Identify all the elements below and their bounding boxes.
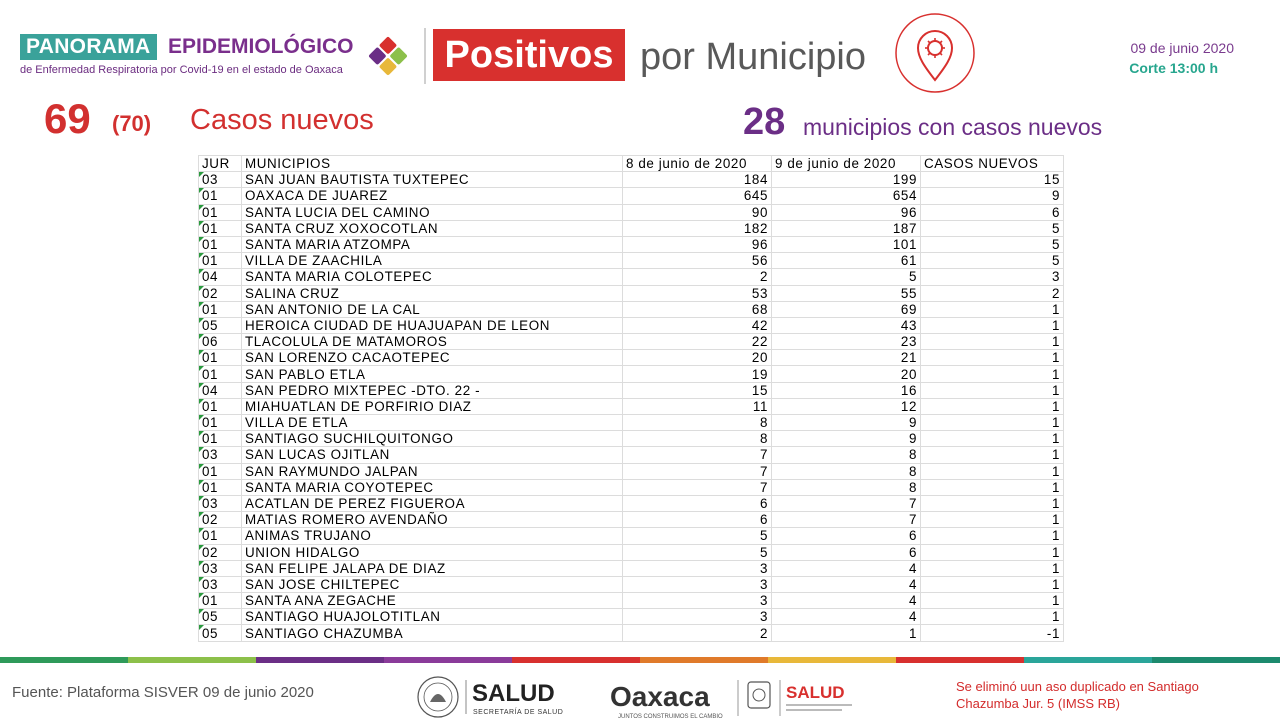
cell-june-8: 11 [623, 398, 772, 414]
cell-jur: 04 [199, 382, 242, 398]
cell-jur: 05 [199, 317, 242, 333]
table-row [199, 301, 1064, 317]
cell-june-8: 68 [623, 301, 772, 317]
cell-casos-nuevos: 1 [921, 350, 1064, 366]
cell-municipio: SAN PEDRO MIXTEPEC -DTO. 22 - [242, 382, 623, 398]
cell-june-9: 7 [772, 512, 921, 528]
report-cutoff: Corte 13:00 h [1129, 60, 1218, 76]
cell-june-9: 187 [772, 220, 921, 236]
brand-subtitle: de Enfermedad Respiratoria por Covid-19 en el estado de Oaxaca [20, 64, 343, 76]
cell-june-8: 20 [623, 350, 772, 366]
cell-municipio: MATIAS ROMERO AVENDAÑO [242, 512, 623, 528]
cell-jur: 01 [199, 236, 242, 252]
cell-june-9: 96 [772, 204, 921, 220]
table-row [199, 285, 1064, 301]
secretaria-text: SECRETARÍA DE SALUD [473, 709, 564, 716]
cell-june-9: 61 [772, 253, 921, 269]
cell-june-8: 7 [623, 479, 772, 495]
cell-municipio: SAN LORENZO CACAOTEPEC [242, 350, 623, 366]
salud-text: SALUD [472, 680, 555, 707]
header-june-9: 9 de junio de 2020 [772, 156, 921, 172]
color-bar-segment [1152, 657, 1280, 663]
panorama-logo-icon [364, 32, 412, 80]
cell-municipio: ACATLAN DE PEREZ FIGUEROA [242, 495, 623, 511]
virus-location-pin-icon [894, 12, 976, 94]
cell-casos-nuevos: 1 [921, 334, 1064, 350]
table-row [199, 172, 1064, 188]
table-row [199, 188, 1064, 204]
cell-casos-nuevos: 5 [921, 236, 1064, 252]
header-municipios: MUNICIPIOS [242, 156, 623, 172]
cell-june-8: 15 [623, 382, 772, 398]
table-row [199, 528, 1064, 544]
table-row [199, 512, 1064, 528]
table-row [199, 593, 1064, 609]
cell-municipio: SAN JOSE CHILTEPEC [242, 576, 623, 592]
cell-jur: 01 [199, 528, 242, 544]
title-por-municipio: por Municipio [640, 36, 866, 78]
cell-casos-nuevos: 1 [921, 495, 1064, 511]
cell-june-9: 4 [772, 593, 921, 609]
cell-jur: 03 [199, 172, 242, 188]
color-bar-segment [256, 657, 384, 663]
table-row [199, 576, 1064, 592]
table-row [199, 317, 1064, 333]
cell-june-8: 184 [623, 172, 772, 188]
cell-municipio: HEROICA CIUDAD DE HUAJUAPAN DE LEON [242, 317, 623, 333]
table-row [199, 463, 1064, 479]
cell-jur: 01 [199, 220, 242, 236]
cell-june-8: 3 [623, 609, 772, 625]
cell-casos-nuevos: 9 [921, 188, 1064, 204]
cell-june-8: 96 [623, 236, 772, 252]
cell-jur: 01 [199, 415, 242, 431]
cell-casos-nuevos: 1 [921, 528, 1064, 544]
cell-jur: 01 [199, 204, 242, 220]
salud-federal-logo [416, 674, 584, 720]
table-row [199, 269, 1064, 285]
table-row [199, 479, 1064, 495]
cell-june-8: 22 [623, 334, 772, 350]
cell-june-9: 7 [772, 495, 921, 511]
cell-municipio: SAN JUAN BAUTISTA TUXTEPEC [242, 172, 623, 188]
cell-casos-nuevos: 15 [921, 172, 1064, 188]
cell-jur: 01 [199, 479, 242, 495]
table-row [199, 431, 1064, 447]
cell-municipio: VILLA DE ZAACHILA [242, 253, 623, 269]
cell-casos-nuevos: 1 [921, 463, 1064, 479]
table-body [199, 172, 1064, 641]
table-row [199, 220, 1064, 236]
table-row [199, 495, 1064, 511]
cell-june-8: 3 [623, 560, 772, 576]
new-cases-previous: (70) [112, 111, 152, 136]
cell-casos-nuevos: 1 [921, 544, 1064, 560]
cell-municipio: OAXACA DE JUAREZ [242, 188, 623, 204]
table-row [199, 253, 1064, 269]
cell-jur: 02 [199, 285, 242, 301]
cell-municipio: MIAHUATLAN DE PORFIRIO DIAZ [242, 398, 623, 414]
cell-june-8: 182 [623, 220, 772, 236]
cell-casos-nuevos: 1 [921, 479, 1064, 495]
cell-municipio: SAN FELIPE JALAPA DE DIAZ [242, 560, 623, 576]
cell-june-8: 42 [623, 317, 772, 333]
table-row [199, 447, 1064, 463]
cell-municipio: SAN PABLO ETLA [242, 366, 623, 382]
new-cases-count: 69 [44, 95, 91, 142]
cell-june-9: 23 [772, 334, 921, 350]
cell-casos-nuevos: 1 [921, 382, 1064, 398]
cell-municipio: SANTA MARIA ATZOMPA [242, 236, 623, 252]
cell-casos-nuevos: 1 [921, 512, 1064, 528]
cell-municipio: SAN ANTONIO DE LA CAL [242, 301, 623, 317]
cell-june-8: 3 [623, 576, 772, 592]
cell-june-9: 69 [772, 301, 921, 317]
cell-municipio: SANTA ANA ZEGACHE [242, 593, 623, 609]
table-row [199, 366, 1064, 382]
cell-jur: 02 [199, 512, 242, 528]
table-row [199, 415, 1064, 431]
brand-panorama: PANORAMA [20, 34, 157, 60]
cell-june-8: 19 [623, 366, 772, 382]
color-bar-segment [768, 657, 896, 663]
cell-municipio: SANTIAGO HUAJOLOTITLAN [242, 609, 623, 625]
table-row [199, 544, 1064, 560]
cell-casos-nuevos: 1 [921, 301, 1064, 317]
cell-june-8: 2 [623, 625, 772, 641]
cell-june-9: 9 [772, 431, 921, 447]
color-bar-segment [512, 657, 640, 663]
cell-municipio: ANIMAS TRUJANO [242, 528, 623, 544]
cell-casos-nuevos: 5 [921, 253, 1064, 269]
cell-municipio: SANTA LUCIA DEL CAMINO [242, 204, 623, 220]
cell-municipio: TLACOLULA DE MATAMOROS [242, 334, 623, 350]
cell-casos-nuevos: 1 [921, 560, 1064, 576]
cell-june-9: 8 [772, 479, 921, 495]
cell-june-9: 6 [772, 528, 921, 544]
cell-municipio: SANTA MARIA COLOTEPEC [242, 269, 623, 285]
color-bar-segment [896, 657, 1024, 663]
cell-municipio: SANTIAGO SUCHILQUITONGO [242, 431, 623, 447]
cell-jur: 01 [199, 366, 242, 382]
cell-jur: 01 [199, 253, 242, 269]
cell-jur: 04 [199, 269, 242, 285]
cell-june-9: 9 [772, 415, 921, 431]
cell-jur: 01 [199, 431, 242, 447]
cell-jur: 01 [199, 463, 242, 479]
cell-june-9: 4 [772, 609, 921, 625]
color-bar-segment [384, 657, 512, 663]
cell-casos-nuevos: 1 [921, 593, 1064, 609]
cell-june-9: 199 [772, 172, 921, 188]
cell-municipio: SALINA CRUZ [242, 285, 623, 301]
oaxaca-salud-text: SALUD [786, 683, 845, 702]
cell-june-9: 654 [772, 188, 921, 204]
table-row [199, 560, 1064, 576]
cell-june-8: 90 [623, 204, 772, 220]
header-divider [424, 28, 426, 84]
cell-municipio: SANTA MARIA COYOTEPEC [242, 479, 623, 495]
oaxaca-tag: JUNTOS CONSTRUIMOS EL CAMBIO [618, 714, 723, 720]
duplicate-note: Se eliminó uun aso duplicado en Santiago Chazumba Jur. 5 (IMSS RB) [956, 679, 1199, 711]
cell-casos-nuevos: 1 [921, 398, 1064, 414]
cell-casos-nuevos: 5 [921, 220, 1064, 236]
cell-june-9: 21 [772, 350, 921, 366]
cell-june-8: 8 [623, 431, 772, 447]
cell-jur: 01 [199, 301, 242, 317]
cell-june-8: 6 [623, 512, 772, 528]
cell-municipio: SANTA CRUZ XOXOCOTLAN [242, 220, 623, 236]
color-bar-segment [0, 657, 128, 663]
table-row [199, 204, 1064, 220]
cell-june-9: 5 [772, 269, 921, 285]
cell-municipio: VILLA DE ETLA [242, 415, 623, 431]
cell-municipio: SAN RAYMUNDO JALPAN [242, 463, 623, 479]
oaxaca-government-logo [610, 676, 860, 720]
cell-jur: 03 [199, 576, 242, 592]
cell-casos-nuevos: 1 [921, 576, 1064, 592]
cell-june-8: 53 [623, 285, 772, 301]
color-bar-segment [128, 657, 256, 663]
cell-casos-nuevos: 1 [921, 447, 1064, 463]
cell-casos-nuevos: 1 [921, 317, 1064, 333]
cell-june-8: 2 [623, 269, 772, 285]
cell-june-9: 43 [772, 317, 921, 333]
source-note: Fuente: Plataforma SISVER 09 de junio 2020 [12, 684, 314, 701]
cell-june-9: 16 [772, 382, 921, 398]
cell-june-9: 8 [772, 463, 921, 479]
cell-june-8: 8 [623, 415, 772, 431]
cell-june-9: 1 [772, 625, 921, 641]
cell-june-8: 5 [623, 544, 772, 560]
cell-june-8: 6 [623, 495, 772, 511]
municipalities-count: 28 [743, 101, 786, 143]
table-row [199, 334, 1064, 350]
cell-june-8: 645 [623, 188, 772, 204]
cell-june-8: 7 [623, 447, 772, 463]
color-bar-segment [640, 657, 768, 663]
cell-jur: 03 [199, 495, 242, 511]
cell-jur: 01 [199, 398, 242, 414]
cell-june-9: 101 [772, 236, 921, 252]
cell-casos-nuevos: -1 [921, 625, 1064, 641]
cell-june-8: 5 [623, 528, 772, 544]
oaxaca-text: Oaxaca [610, 681, 710, 712]
cell-jur: 03 [199, 560, 242, 576]
cell-casos-nuevos: 6 [921, 204, 1064, 220]
cell-june-8: 56 [623, 253, 772, 269]
cell-jur: 03 [199, 447, 242, 463]
cell-municipio: SANTIAGO CHAZUMBA [242, 625, 623, 641]
cell-casos-nuevos: 1 [921, 431, 1064, 447]
table-row [199, 609, 1064, 625]
municipalities-label: municipios con casos nuevos [803, 114, 1103, 140]
cell-june-9: 4 [772, 576, 921, 592]
cell-june-9: 55 [772, 285, 921, 301]
cell-june-9: 4 [772, 560, 921, 576]
header-casos-nuevos: CASOS NUEVOS [921, 156, 1064, 172]
table-row [199, 625, 1064, 641]
table-row [199, 350, 1064, 366]
color-bar-segment [1024, 657, 1152, 663]
cell-jur: 05 [199, 625, 242, 641]
cell-casos-nuevos: 1 [921, 609, 1064, 625]
table-row [199, 236, 1064, 252]
cell-jur: 06 [199, 334, 242, 350]
table-header-row [199, 156, 1064, 172]
cell-june-9: 8 [772, 447, 921, 463]
cell-jur: 05 [199, 609, 242, 625]
cases-table [198, 155, 1064, 642]
cell-june-8: 3 [623, 593, 772, 609]
cell-june-9: 20 [772, 366, 921, 382]
cell-casos-nuevos: 2 [921, 285, 1064, 301]
cell-municipio: UNION HIDALGO [242, 544, 623, 560]
cell-jur: 01 [199, 350, 242, 366]
title-positivos: Positivos [433, 29, 625, 81]
cell-casos-nuevos: 1 [921, 415, 1064, 431]
cell-casos-nuevos: 1 [921, 366, 1064, 382]
cell-jur: 02 [199, 544, 242, 560]
table-row [199, 382, 1064, 398]
cell-jur: 01 [199, 188, 242, 204]
brand-epidemiologico: EPIDEMIOLÓGICO [168, 35, 354, 58]
cell-jur: 01 [199, 593, 242, 609]
cell-june-9: 6 [772, 544, 921, 560]
header-june-8: 8 de junio de 2020 [623, 156, 772, 172]
cell-municipio: SAN LUCAS OJITLAN [242, 447, 623, 463]
header-jur: JUR [199, 156, 242, 172]
cell-june-9: 12 [772, 398, 921, 414]
cell-casos-nuevos: 3 [921, 269, 1064, 285]
footer-color-bar [0, 657, 1280, 663]
new-cases-label: Casos nuevos [190, 104, 374, 136]
table-row [199, 398, 1064, 414]
report-date: 09 de junio 2020 [1130, 40, 1234, 56]
cell-june-8: 7 [623, 463, 772, 479]
